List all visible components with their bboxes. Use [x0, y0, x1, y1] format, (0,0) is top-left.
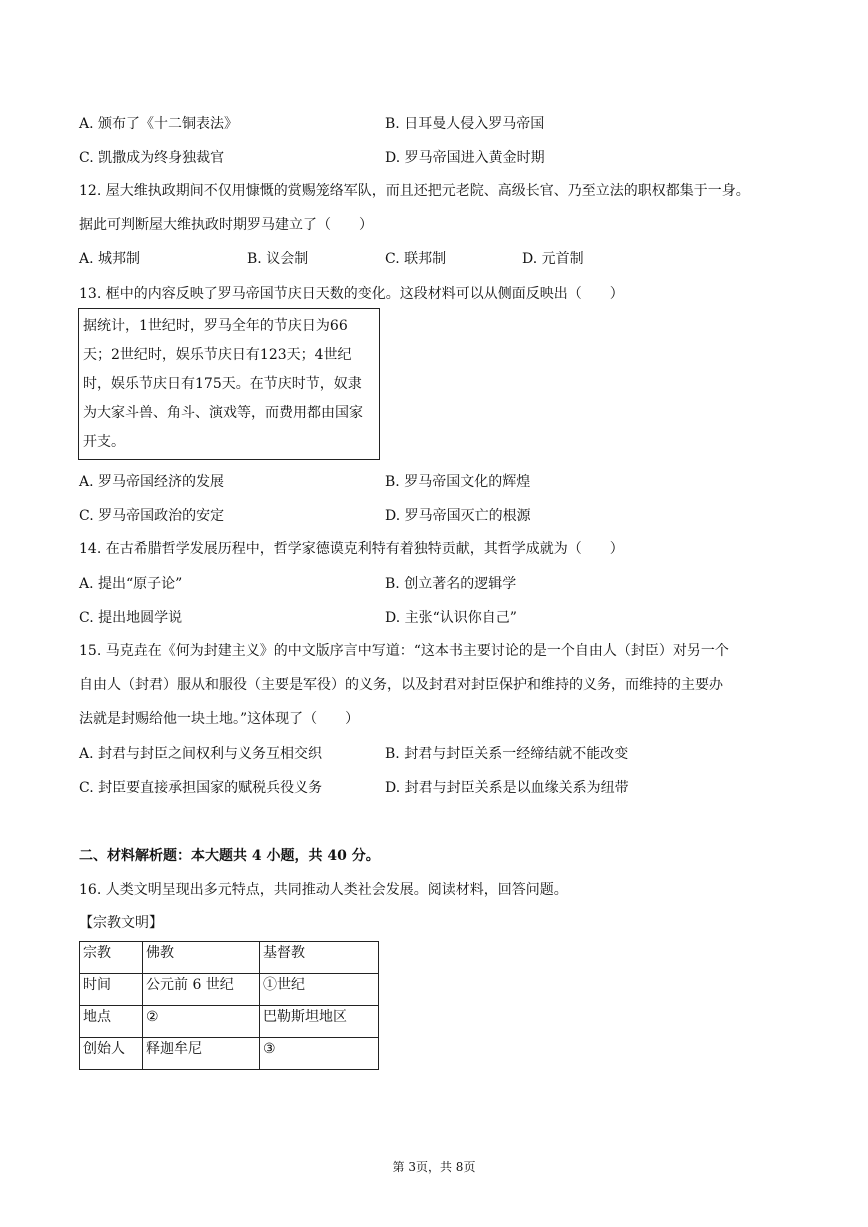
q14-option-b: B. 创立著名的逻辑学	[385, 576, 517, 592]
q13-option-c: C. 罗马帝国政治的安定	[79, 508, 225, 524]
table-cell: 佛教	[143, 942, 260, 974]
q14-options-row2	[79, 607, 779, 627]
q13-stem: 13. 框中的内容反映了罗马帝国节庆日天数的变化。这段材料可以从侧面反映出（ ）	[79, 286, 624, 302]
q13-options-row1	[79, 471, 779, 491]
q11-option-c: C. 凯撒成为终身独裁官	[79, 150, 225, 166]
q13-option-a: A. 罗马帝国经济的发展	[79, 474, 225, 490]
q12-option-b: B. 议会制	[247, 251, 309, 267]
q15-stem-line1: 15. 马克垚在《何为封建主义》的中文版序言中写道：“这本书主要讨论的是一个自由人（封臣）对另一个	[79, 643, 729, 659]
q11-option-b: B. 日耳曼人侵入罗马帝国	[385, 116, 545, 132]
section2-heading: 二、材料解析题：本大题共 4 小题，共 40 分。	[79, 848, 380, 864]
q15-stem-line2: 自由人（封君）服从和服役（主要是军役）的义务，以及封君对封臣保护和维持的义务，而维持的主要办	[79, 677, 723, 693]
table-cell: 巴勒斯坦地区	[260, 1006, 379, 1038]
q13-material-box: 据统计，1世纪时，罗马全年的节庆日为66天；2世纪时，娱乐节庆日有123天；4世纪时，娱乐节庆日有175天。在节庆时节，奴隶为大家斗兽、角斗、演戏等，而费用都由国家开支。	[78, 308, 380, 460]
table-cell: ③	[260, 1038, 379, 1070]
q14-option-d: D. 主张“认识你自己”	[385, 610, 517, 626]
q13-option-b: B. 罗马帝国文化的辉煌	[385, 474, 531, 490]
table-cell: 公元前 6 世纪	[143, 974, 260, 1006]
q11-options-row1	[79, 113, 779, 133]
q11-option-d: D. 罗马帝国进入黄金时期	[385, 150, 545, 166]
q12-stem-line2: 据此可判断屋大维执政时期罗马建立了（ ）	[79, 217, 373, 233]
q11-option-a: A. 颁布了《十二铜表法》	[79, 116, 239, 132]
page-footer: 第 3页，共 8页	[392, 1160, 476, 1174]
q15-option-c: C. 封臣要直接承担国家的赋税兵役义务	[79, 780, 323, 796]
q12-option-d: D. 元首制	[522, 251, 584, 267]
q16-section-label: 【宗教文明】	[79, 915, 163, 931]
table-cell: 宗教	[80, 942, 143, 974]
table-cell: 释迦牟尼	[143, 1038, 260, 1070]
q11-options-row2	[79, 147, 779, 167]
q12-option-c: C. 联邦制	[385, 251, 447, 267]
q14-options-row1	[79, 573, 779, 593]
table-row	[80, 1006, 379, 1038]
q15-option-d: D. 封君与封臣关系是以血缘关系为纽带	[385, 780, 629, 796]
table-row	[80, 974, 379, 1006]
q14-option-c: C. 提出地圆学说	[79, 610, 183, 626]
q12-stem-line1: 12. 屋大维执政期间不仅用慷慨的赏赐笼络军队，而且还把元老院、高级长官、乃至立法的职权都集于一身。	[79, 183, 750, 199]
table-cell: 创始人	[80, 1038, 143, 1070]
table-cell: ①世纪	[260, 974, 379, 1006]
q15-option-a: A. 封君与封臣之间权利与义务互相交织	[79, 746, 323, 762]
table-cell: 时间	[80, 974, 143, 1006]
q12-option-a: A. 城邦制	[79, 251, 141, 267]
religion-table	[79, 941, 379, 1070]
q13-option-d: D. 罗马帝国灭亡的根源	[385, 508, 531, 524]
q15-options-row2	[79, 777, 779, 797]
table-row	[80, 1038, 379, 1070]
table-row	[80, 942, 379, 974]
q14-option-a: A. 提出“原子论”	[79, 576, 183, 592]
q15-options-row1	[79, 743, 779, 763]
table-cell: ②	[143, 1006, 260, 1038]
q15-option-b: B. 封君与封臣关系一经缔结就不能改变	[385, 746, 629, 762]
q13-options-row2	[79, 505, 779, 525]
table-cell: 地点	[80, 1006, 143, 1038]
q15-stem-line3: 法就是封赐给他一块土地。”这体现了（ ）	[79, 711, 360, 727]
q14-stem: 14. 在古希腊哲学发展历程中，哲学家德谟克利特有着独特贡献，其哲学成就为（ ）	[79, 541, 624, 557]
table-cell: 基督教	[260, 942, 379, 974]
q16-stem: 16. 人类文明呈现出多元特点，共同推动人类社会发展。阅读材料，回答问题。	[79, 882, 568, 898]
